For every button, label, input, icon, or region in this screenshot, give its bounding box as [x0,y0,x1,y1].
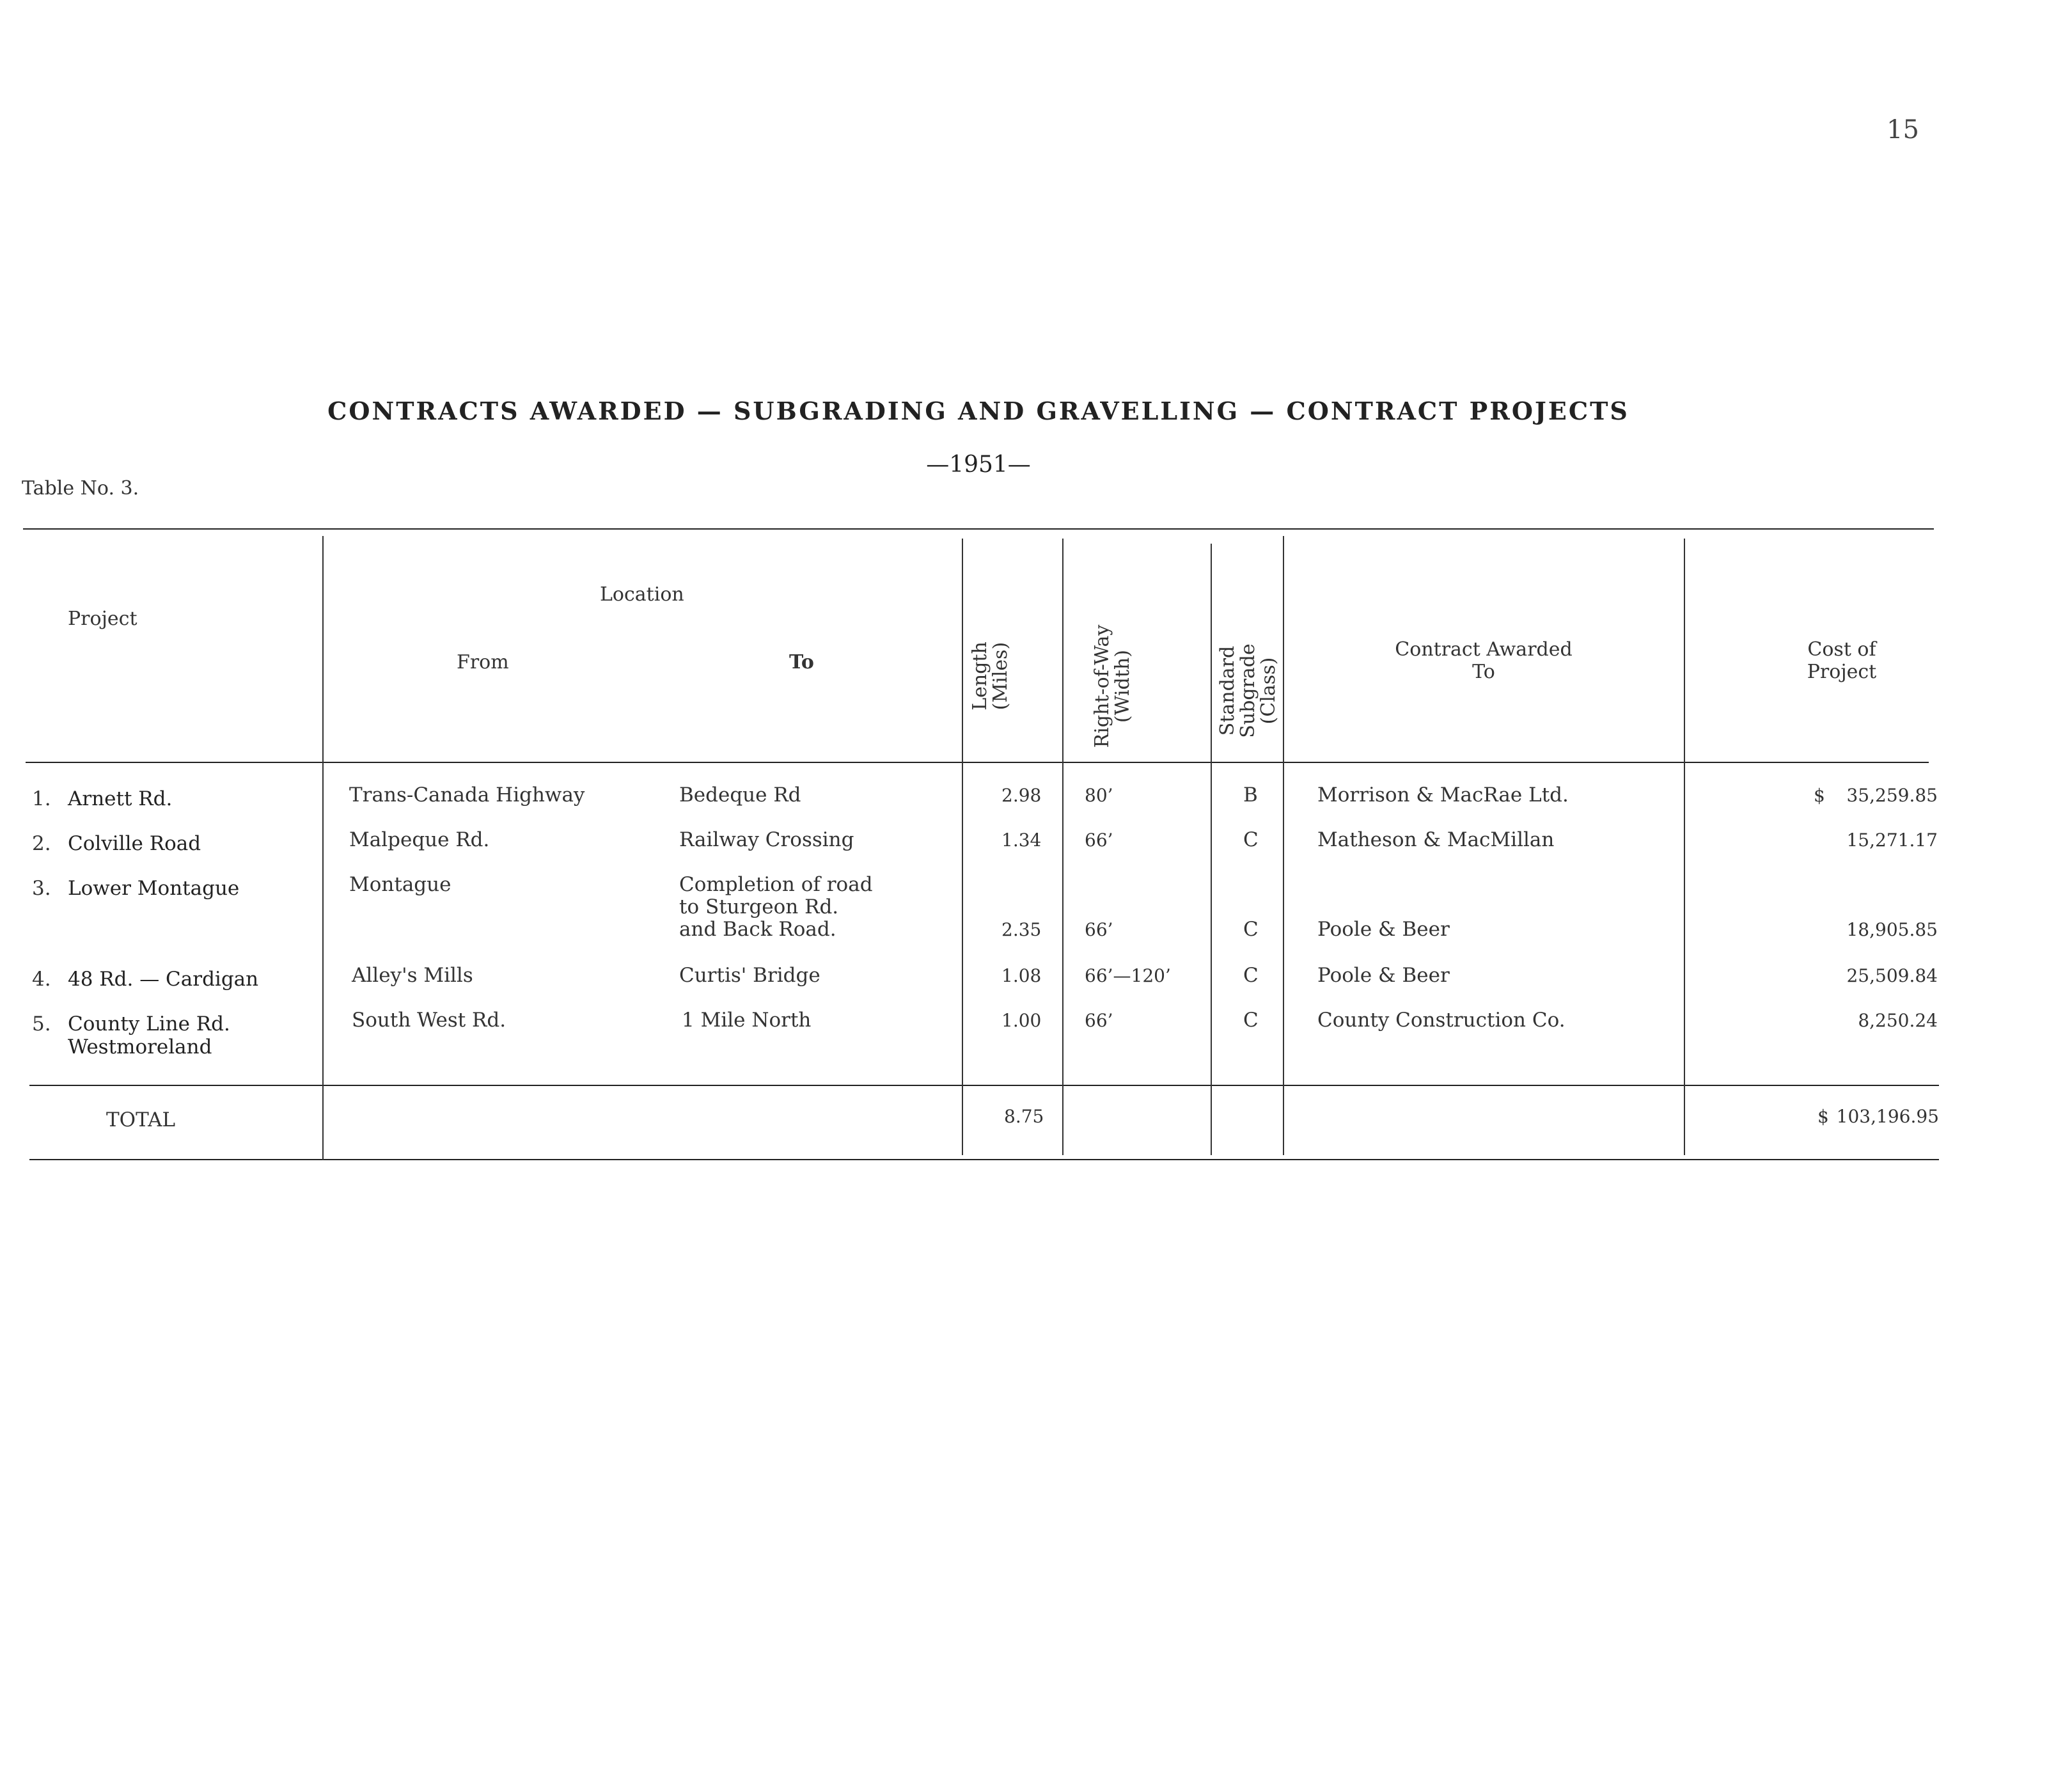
header-contract-awarded-line2: To [1472,661,1495,683]
page-number: 15 [1887,115,1919,145]
row-project: Lower Montague [68,877,240,900]
header-right-of-way: Right-of-Way (Width) [1091,624,1134,748]
table-bottom-rule [29,1159,1939,1160]
header-contract-awarded-line1: Contract Awarded [1395,638,1573,661]
row-from: Malpeque Rd. [349,828,490,851]
total-length: 8.75 [1004,1106,1044,1127]
row-length: 1.08 [1001,965,1042,986]
row-to: Bedeque Rd [679,784,801,807]
header-standard-subgrade: Standard Subgrade (Class) [1216,643,1280,738]
row-cost: 15,271.17 [1846,830,1938,851]
row-from: South West Rd. [352,1009,506,1032]
row-contractor: Morrison & MacRae Ltd. [1317,784,1569,807]
row-subgrade: B [1243,784,1258,807]
row-cost: 25,509.84 [1846,965,1938,986]
header-project: Project [68,608,137,630]
row-length: 2.98 [1001,785,1042,806]
header-cost-line2: Project [1807,661,1877,683]
header-location: Location [600,583,684,606]
row-to-line3: and Back Road. [679,918,836,941]
row-number: 1. [32,787,51,810]
row-right-of-way: 66’ [1085,1010,1113,1031]
row-to: Railway Crossing [679,828,854,851]
row-number: 5. [32,1012,51,1036]
row-to: Completion of road [679,873,873,896]
col-rule-cost [1684,539,1685,1155]
table-label: Table No. 3. [22,477,139,500]
row-right-of-way: 66’ [1085,830,1113,851]
total-cost-prefix: $ [1817,1106,1829,1127]
row-cost: 8,250.24 [1858,1010,1938,1031]
col-rule-right-of-way [1062,539,1063,1155]
table-top-rule [23,528,1934,530]
row-to-line2: to Sturgeon Rd. [679,895,839,918]
row-number: 4. [32,968,51,991]
total-top-rule [29,1085,1939,1086]
row-project-line2: Westmoreland [68,1036,212,1059]
col-rule-subgrade [1211,544,1212,1155]
total-label: TOTAL [106,1108,176,1131]
row-contractor: Poole & Beer [1317,964,1450,987]
row-to: 1 Mile North [682,1009,812,1032]
header-bottom-rule [26,762,1929,763]
row-length: 1.34 [1001,830,1042,851]
row-cost: 35,259.85 [1846,785,1938,806]
page-title: CONTRACTS AWARDED — SUBGRADING AND GRAVELLING — CONTRACT PROJECTS [327,397,1629,425]
row-length: 1.00 [1001,1010,1042,1031]
row-subgrade: C [1243,1009,1259,1032]
row-from: Montague [349,873,451,896]
table-year: —1951— [926,452,1031,478]
total-cost: 103,196.95 [1836,1106,1939,1127]
row-right-of-way: 66’—120’ [1085,965,1171,986]
row-length: 2.35 [1001,919,1042,940]
row-contractor: County Construction Co. [1317,1009,1566,1032]
row-contractor: Poole & Beer [1317,918,1450,941]
row-project: Colville Road [68,832,201,855]
row-number: 3. [32,877,51,900]
row-subgrade: C [1243,828,1259,851]
row-from: Trans-Canada Highway [349,784,585,807]
row-subgrade: C [1243,918,1259,941]
header-cost-line1: Cost of [1807,638,1876,661]
row-subgrade: C [1243,964,1259,987]
header-to: To [789,651,814,673]
col-rule-location [322,536,324,1160]
row-project: County Line Rd. [68,1012,230,1036]
row-cost: 18,905.85 [1846,919,1938,940]
row-right-of-way: 80’ [1085,785,1113,806]
row-project: Arnett Rd. [68,787,173,810]
header-contract-awarded [1343,638,1624,683]
row-from: Alley's Mills [352,964,473,987]
row-cost-prefix: $ [1814,785,1825,806]
row-number: 2. [32,832,51,855]
row-contractor: Matheson & MacMillan [1317,828,1555,851]
header-from: From [457,651,509,673]
header-length: Length (Miles) [969,642,1012,711]
row-right-of-way: 66’ [1085,919,1113,940]
row-project: 48 Rd. — Cardigan [68,968,259,991]
col-rule-length [962,539,963,1155]
header-cost [1765,638,1919,683]
row-to: Curtis' Bridge [679,964,820,987]
